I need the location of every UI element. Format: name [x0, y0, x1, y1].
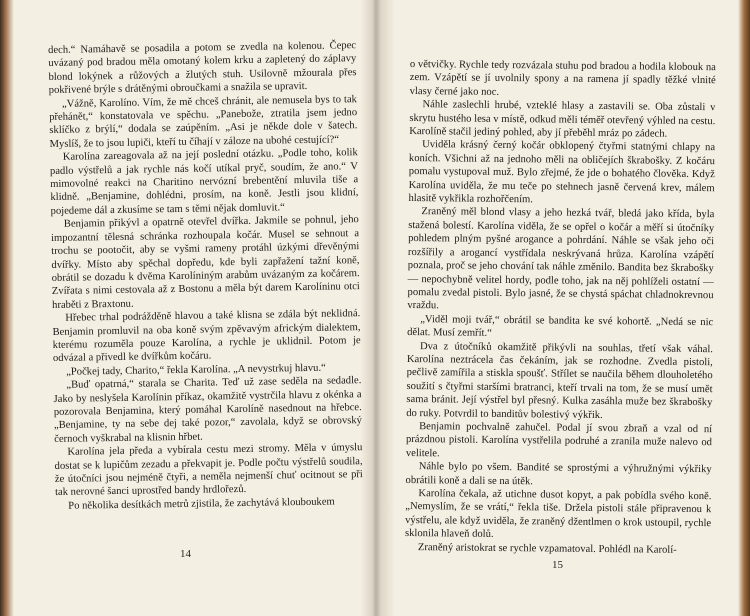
paragraph: o větvičky. Rychle tedy rozvázala stuhu pod bradou a hodila klobouk na zem. Vzápětí se jí uvolnily spony a na ramena jí spadly těžké vlnité vlasy černé jako noc.	[409, 58, 716, 98]
paragraph: Karolína čekala, až utichne dusot kopyt, a pak pobídla svého koně. „Nemyslím, že se vrátí,“ řekla tiše. Držela pistoli stále připravenou k výstřelu, ale když uviděla, že zraněný džentlmen o krok ustoupil, rychle sklonila hlaveň dolů.	[404, 488, 712, 541]
paragraph: Zraněný aristokrat se rychle vzpamatoval. Pohlédl na Karolí-	[417, 541, 677, 556]
paragraph: Dva z útočníků okamžitě přikývli na souhlas, třetí však váhal. Karolína neztrácela čas čekáním, jak se rozhodne. Zvedla pistoli, pečlivě zamířila a stiskla spoušť. Střílet se naučila během dlouholetého soužití s čtyřmi staršími bratranci, kteří trvali na tom, že se musí umět sama bránit. Její výstřel byl přesný. Kulka zasáhla muže bez škrabošky do ruky. Potvrdil to banditův bolestivý výkřik.	[406, 340, 714, 421]
paragraph: Náhle bylo po všem. Bandité se sprostými a výhružnými výkřiky obrátili koně a dali se na útěk.	[405, 461, 712, 487]
paragraph: Benjamin přikývl a opatrně otevřel dvířka. Jakmile se pohnul, jeho impozantní tělesná schránka rozhoupala kočár. Musel se sehnout a trochu se pootočit, aby se vyšmi rameny protáhl úzkými dřevěnými dvířky. Místo aby spěchal dopředu, kde byli zapřažení tažní koně, obrátil se dozadu k dvěma Karolíniným arabům uvázaným za kočárem. Zvířata s nimi cestovala až z Bostonu a měla být darem Karolíninu otci hraběti z Braxtonu.	[50, 214, 360, 311]
paragraph: „Viděl moji tvář,“ obrátil se bandita ke své kohortě. „Nedá se nic dělat. Musí zemřít.“	[407, 313, 714, 339]
paragraph: Zraněný měl blond vlasy a jeho hezká tvář, bledá jako křída, byla stažená bolestí. Karolína viděla, že se opřel o kočár a měří si útočníky pohledem plným pyšné arogance a pohrdání. Náhle se však jeho oči rozšířily a arogancí vystřídala neskrývaná hrůza. Karolína vzápětí poznala, proč se jeho chování tak náhle změnilo. Bandita bez škrabošky — nepochybně velitel hordy, podle toho, jak na něj pohlíželi ostatní — pomalu zvedal pistoli. Bylo jasné, že se chystá spáchat chladnokrevnou vraždu.	[407, 206, 715, 312]
paragraph: Karolína zareagovala až na její poslední otázku. „Podle toho, kolik padlo výstřelů a jak rychle nás kočí utíkal pryč, soudím, že ano.“ V mimovolné reakci na Charitino nervózní brebentění mluvila tiše a klidně. „Benjamine, dohlédni, prosím, na koně. Jestli jsou klidní, pojedeme dál a zkusíme se tam s těmi nějak domluvit.“	[49, 147, 359, 217]
paragraph: Náhle zaslechli hrubé, vzteklé hlasy a zastavili se. Oba zůstali v skrytu hustého lesa v místě, odkud měli téměř otevřený výhled na cestu. Karolíně stačil jediný pohled, aby jí přeběhl mráz po zádech.	[409, 99, 716, 140]
paragraph: dech.“ Namáhavě se posadila a potom se zvedla na kolenou. Čepec uvázaný pod bradou měla omotaný kolem krku a zapletený do záplavy blond lokýnek a růžových a žlutých stuh. Usilovně mžourala přes pokřivené brýle s drátěnými obroučkami a snažila se upravit.	[48, 40, 357, 97]
paragraph: Hřebec trhal podrážděně hlavou a také klisna se zdála být neklidná. Benjamin promluvil na oba koně svým zpěvavým africkým dialektem, kterému rozuměla pouze Karolína, a rychle je uklidnil. Potom je odvázal a přivedl ke dvířkům kočáru.	[52, 308, 361, 365]
left-page-text	[48, 39, 363, 513]
paragraph: „Buď opatrná,“ starala se Charita. Teď už zase seděla na sedadle. Jako by neslyšela Karolínin příkaz, okamžitě vystrčila hlavu z okénka a pozorovala Benjamina, který pomáhal Karolíně nasednout na hřebce. „Benjamine, ty na sebe dej také pozor,“ zavolala, když se obrovský černoch vyškrabal na klisnin hřbet.	[53, 375, 363, 445]
right-page-number: 15	[552, 559, 563, 571]
paragraph: Uviděla krásný černý kočár obklopený čtyřmi statnými chlapy na koních. Všichni až na jednoho měli na obličejích škrabošky. Z kočáru pomalu vystupoval muž. Bylo zřejmé, že jde o bohatého člověka. Když Karolína uviděla, že mu teče po stehnech jasně červená krev, málem hlasitě vykřikla rozhořčením.	[408, 139, 716, 206]
paragraph: Benjamin pochvalně zahučel. Podal jí svou zbraň a vzal od ní prázdnou pistoli. Karolína vystřelila podruhé a zranila muže nalevo od velitele.	[405, 421, 713, 460]
right-page-text	[405, 58, 716, 557]
left-page-number: 14	[180, 548, 191, 560]
paragraph: Karolína jela předa a vybírala cestu mezi stromy. Měla v úmyslu dostat se k lupičům zezadu a překvapit je. Podle počtu výstřelů soudila, že útočníci jsou nejméně čtyři, a neměla nejmenší chuť ocitnout se při tak nerovné šanci uprostřed bandy hrdlořezů.	[54, 442, 363, 499]
paragraph: „Počkej tady, Charito,“ řekla Karolína. „A nevystrkuj hlavu.“	[66, 362, 326, 378]
paragraph: Po několika desítkách metrů zjistila, že zachytává klouboukem	[68, 496, 335, 512]
paragraph: „Vážně, Karolíno. Vím, že mě chceš chránit, ale nemusela bys to tak přehánět,“ konstatovala ve spěchu. „Panebože, ztratila jsem jedno sklíčko z brýlí,“ dodala se zaúpěním. „Asi je někde dole v šatech. Myslíš, že to jsou lupiči, kteří tu číhají v záloze na ubohé cestující?“	[49, 93, 358, 150]
